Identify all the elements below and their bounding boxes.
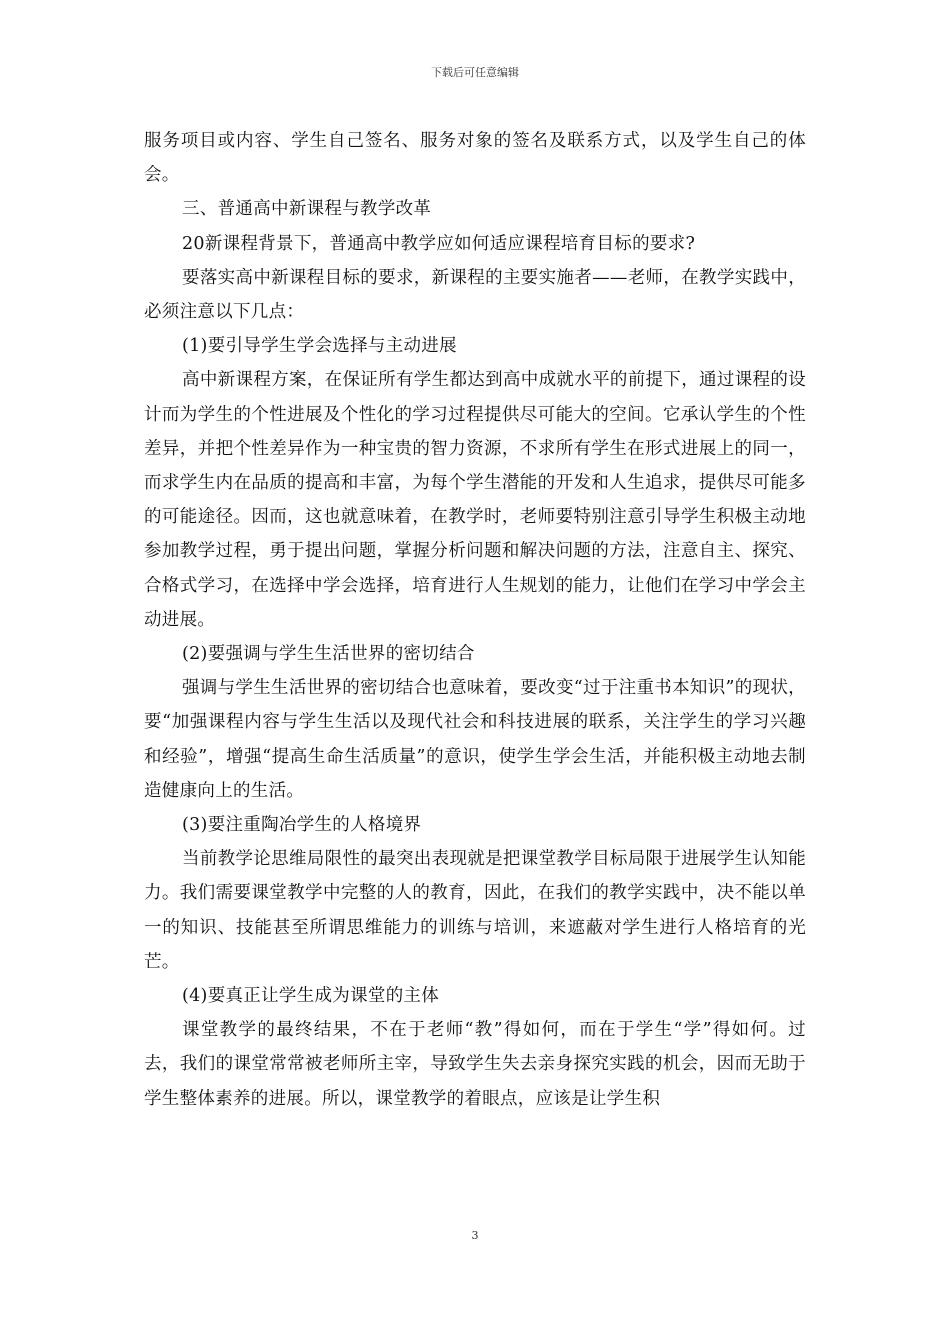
point-4-body: 课堂教学的最终结果，不在于老师“教”得如何，而在于学生“学”得如何。过去，我们的课堂常常被老师所主宰，导致学生失去亲身探究实践的机会，因而无助于学生整体素养的进展。所以，课堂教学的着眼点，应该是让学生积	[144, 1020, 806, 1109]
page-header: 下载后可任意编辑	[431, 66, 519, 79]
point-1-body: 高中新课程方案，在保证所有学生都达到高中成就水平的前提下，通过课程的设计而为学生的个性进展及个性化的学习过程提供尽可能大的空间。它承认学生的个性差异，并把个性差异作为一种宝贵的智力资源，不求所有学生在形式进展上的同一，而求学生内在品质的提高和丰富，为每个学生潜能的开发和人生追求，提供尽可能多的可能途径。因而，这也就意味着，在教学时，老师要特别注意引导学生积极主动地参加教学过程，勇于提出问题，掌握分析问题和解决问题的方法，注意自主、探究、合格式学习，在选择中学会选择，培育进行人生规划的能力，让他们在学习中学会主动进展。	[144, 370, 806, 630]
point-2-body: 强调与学生生活世界的密切结合也意味着，要改变“过于注重书本知识”的现状，要“加强课程内容与学生生活以及现代社会和科技进展的联系，关注学生的学习兴趣和经验”，增强“提高生命生活质量”的意识，使学生学会生活，并能积极主动地去制造健康向上的生活。	[144, 678, 806, 801]
point-1-heading: (1)要引导学生学会选择与主动进展	[182, 336, 457, 357]
point-3-heading: (3)要注重陶冶学生的人格境界	[182, 815, 422, 836]
question-heading: 20新课程背景下，普通高中教学应如何适应课程培育目标的要求?	[182, 233, 696, 254]
point-4-heading: (4)要真正让学生成为课堂的主体	[182, 986, 440, 1007]
point-3-body: 当前教学论思维局限性的最突出表现就是把课堂教学目标局限于进展学生认知能力。我们需要课堂教学中完整的人的教育，因此，在我们的教学实践中，决不能以单一的知识、技能甚至所谓思维能力的训练与培训，来遮蔽对学生进行人格培育的光芒。	[144, 849, 806, 972]
point-2-heading: (2)要强调与学生生活世界的密切结合	[182, 644, 475, 665]
paragraph-intro: 要落实高中新课程目标的要求，新课程的主要实施者——老师，在教学实践中，必须注意以下几点：	[144, 267, 806, 323]
paragraph-1: 服务项目或内容、学生自己签名、服务对象的签名及联系方式，以及学生自己的体会。	[144, 131, 806, 186]
page-number: 3	[471, 1229, 479, 1242]
document-body	[144, 124, 806, 1116]
section-heading: 三、普通高中新课程与教学改革	[182, 199, 432, 220]
